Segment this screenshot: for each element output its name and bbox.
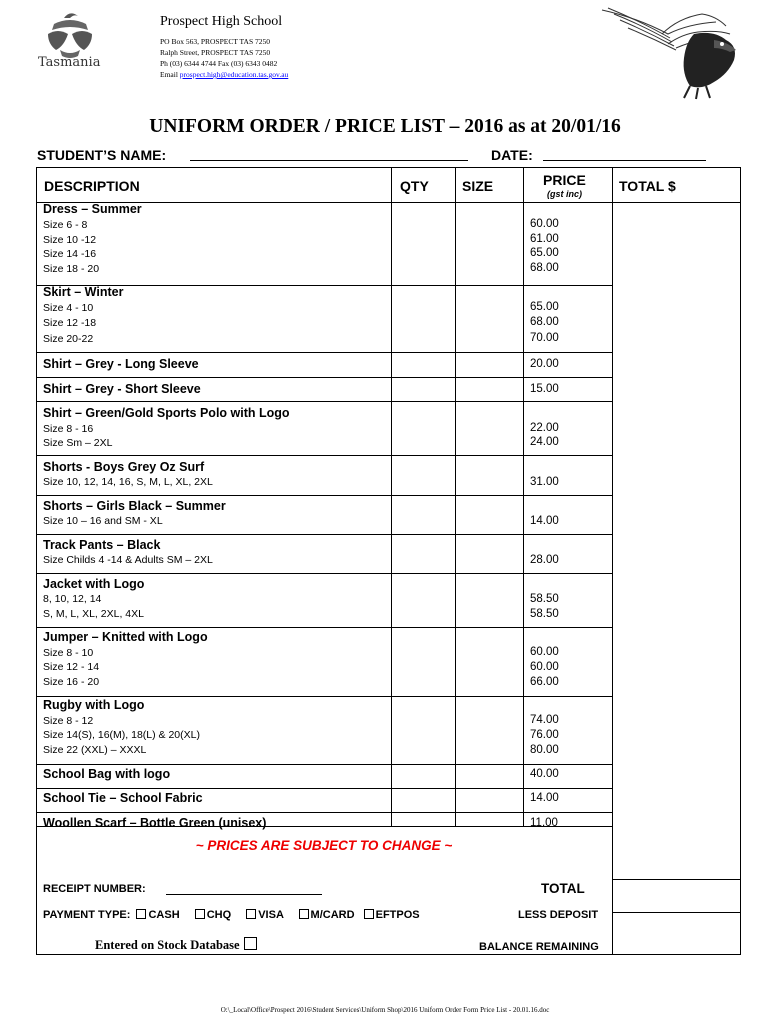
- item-label: Size Sm – 2XL: [43, 437, 113, 449]
- item-price: 68.00: [530, 262, 559, 274]
- balance-remaining-label: BALANCE REMAINING: [479, 941, 599, 953]
- student-name-field[interactable]: [190, 160, 468, 161]
- item-price: 22.00: [530, 422, 559, 434]
- address-line: Ralph Street, PROSPECT TAS 7250: [160, 48, 271, 57]
- item-price: 80.00: [530, 744, 559, 756]
- item-label: Size Childs 4 -14 & Adults SM – 2XL: [43, 554, 213, 566]
- col-price-note: (gst inc): [547, 189, 582, 199]
- item-price: 66.00: [530, 676, 559, 688]
- item-price: 15.00: [530, 383, 559, 395]
- item-price: 68.00: [530, 316, 559, 328]
- col-description: DESCRIPTION: [44, 178, 140, 194]
- col-size: SIZE: [462, 178, 494, 194]
- item-label: Size 14(S), 16(M), 18(L) & 20(XL): [43, 729, 200, 741]
- item-label: Size 22 (XXL) – XXXL: [43, 744, 147, 756]
- item-label: Size 16 - 20: [43, 676, 100, 688]
- section-title: Shorts - Boys Grey Oz Surf: [43, 460, 205, 474]
- item-price: 76.00: [530, 729, 559, 741]
- section-title: Shirt – Green/Gold Sports Polo with Logo: [43, 406, 290, 420]
- item-price: 60.00: [530, 661, 559, 673]
- section-title: Shirt – Grey - Short Sleeve: [43, 382, 201, 396]
- col-total: TOTAL $: [619, 178, 676, 194]
- item-price: 60.00: [530, 218, 559, 230]
- section-title: Skirt – Winter: [43, 285, 124, 299]
- section-title: Track Pants – Black: [43, 538, 161, 552]
- section-title: School Bag with logo: [43, 767, 171, 781]
- item-label: Size 10, 12, 14, 16, S, M, L, XL, 2XL: [43, 476, 213, 488]
- page-title: UNIFORM ORDER / PRICE LIST – 2016 as at 20/01/16: [149, 116, 621, 137]
- payment-option: M/CARD: [310, 909, 355, 921]
- total-field[interactable]: [613, 879, 739, 909]
- stock-checkbox[interactable]: [244, 937, 257, 950]
- payment-option: CASH: [148, 909, 180, 921]
- stock-database-row: [95, 937, 257, 953]
- item-label: Size 20-22: [43, 333, 94, 345]
- stock-label: Entered on Stock Database: [95, 938, 240, 952]
- total-label: TOTAL: [541, 881, 585, 896]
- item-price: 65.00: [530, 301, 559, 313]
- item-label: Size 4 - 10: [43, 302, 94, 314]
- item-label: Size 18 - 20: [43, 263, 100, 275]
- item-label: S, M, L, XL, 2XL, 4XL: [43, 608, 144, 620]
- item-price: 70.00: [530, 332, 559, 344]
- item-price: 14.00: [530, 792, 559, 804]
- payment-option: EFTPOS: [375, 909, 420, 921]
- less-deposit-label: LESS DEPOSIT: [518, 909, 599, 921]
- phone-line: Ph (03) 6344 4744 Fax (03) 6343 0482: [160, 59, 278, 68]
- mcard-checkbox[interactable]: [299, 909, 309, 919]
- item-label: Size 6 - 8: [43, 219, 88, 231]
- balance-field[interactable]: [613, 943, 739, 955]
- email-line: [160, 70, 288, 80]
- chq-checkbox[interactable]: [195, 909, 205, 919]
- item-price: 28.00: [530, 554, 559, 566]
- deposit-field[interactable]: [613, 912, 739, 942]
- section-title: School Tie – School Fabric: [43, 791, 203, 805]
- receipt-field[interactable]: [166, 894, 322, 895]
- item-price: 58.50: [530, 593, 559, 605]
- item-label: Size 8 - 10: [43, 647, 94, 659]
- date-field[interactable]: [543, 160, 706, 161]
- section-title: Woollen Scarf – Bottle Green (unisex): [43, 816, 267, 830]
- item-price: 61.00: [530, 233, 559, 245]
- payment-option: VISA: [258, 909, 284, 921]
- price-change-notice: ~ PRICES ARE SUBJECT TO CHANGE ~: [195, 838, 453, 853]
- item-label: Size 8 - 16: [43, 423, 94, 435]
- item-price: 31.00: [530, 476, 559, 488]
- address-line: PO Box 563, PROSPECT TAS 7250: [160, 37, 270, 46]
- section-title: Jacket with Logo: [43, 577, 145, 591]
- col-price: PRICE: [543, 172, 586, 188]
- item-price: 40.00: [530, 768, 559, 780]
- visa-checkbox[interactable]: [246, 909, 256, 919]
- section-title: Jumper – Knitted with Logo: [43, 630, 208, 644]
- item-price: 60.00: [530, 646, 559, 658]
- item-price: 74.00: [530, 714, 559, 726]
- item-label: Size 12 -18: [43, 317, 97, 329]
- logo-wordmark: Tasmania: [38, 55, 101, 70]
- section-title: Shirt – Grey - Long Sleeve: [43, 357, 199, 371]
- student-name-label: STUDENT’S NAME:: [37, 147, 167, 163]
- item-price: 65.00: [530, 247, 559, 259]
- item-price: 11.00: [530, 817, 558, 829]
- item-price: 24.00: [530, 436, 559, 448]
- eagle-mascot-icon: [598, 4, 746, 100]
- item-label: 8, 10, 12, 14: [43, 593, 102, 605]
- item-label: Size 12 - 14: [43, 661, 100, 673]
- item-price: 14.00: [530, 515, 559, 527]
- item-price: 20.00: [530, 358, 559, 370]
- item-price: 58.50: [530, 608, 559, 620]
- payment-type: [43, 909, 420, 921]
- col-qty: QTY: [400, 178, 429, 194]
- item-label: Size 10 -12: [43, 234, 97, 246]
- item-label: Size 14 -16: [43, 248, 97, 260]
- item-label: Size 8 - 12: [43, 715, 94, 727]
- payment-option: CHQ: [206, 909, 232, 921]
- section-title: Rugby with Logo: [43, 698, 145, 712]
- school-name: Prospect High School: [160, 14, 283, 29]
- receipt-label: RECEIPT NUMBER:: [43, 883, 146, 895]
- date-label: DATE:: [491, 147, 533, 163]
- file-path: O:\_Local\Office\Prospect 2016\Student Services\Uniform Shop\2016 Uniform Order Form Price List - 20.01.16.doc: [220, 1006, 550, 1014]
- email-label: Email: [160, 70, 178, 79]
- eftpos-checkbox[interactable]: [364, 909, 374, 919]
- cash-checkbox[interactable]: [136, 909, 146, 919]
- payment-label: PAYMENT TYPE:: [43, 909, 131, 921]
- email-link[interactable]: prospect.high@education.tas.gov.au: [179, 70, 289, 79]
- item-label: Size 10 – 16 and SM - XL: [43, 515, 163, 527]
- section-title: Dress – Summer: [43, 202, 142, 216]
- section-title: Shorts – Girls Black – Summer: [43, 499, 226, 513]
